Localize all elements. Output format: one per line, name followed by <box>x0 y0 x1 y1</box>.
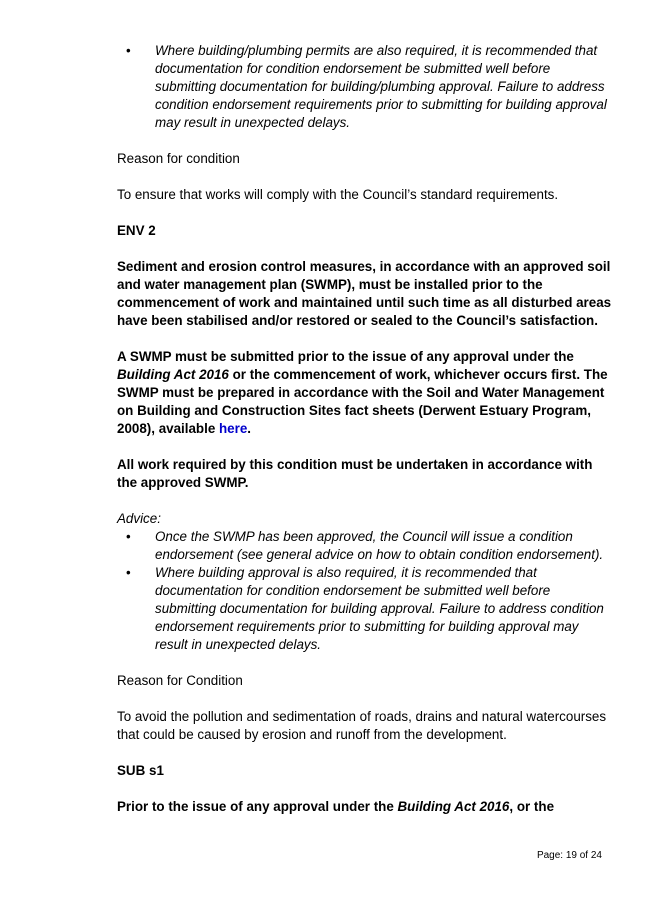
reason-heading: Reason for condition <box>117 151 240 166</box>
page-content <box>117 42 612 816</box>
advice-list <box>117 528 612 654</box>
reason-heading-env2: Reason for Condition <box>117 673 243 688</box>
reason-text: To ensure that works will comply with the Council’s standard requirements. <box>117 187 559 202</box>
condition-heading-subs1: SUB s1 <box>117 763 164 778</box>
subs1-paragraph: Prior to the issue of any approval under the Building Act 2016, or the <box>117 799 555 814</box>
reason-text-env2: To avoid the pollution and sedimentation of roads, drains and natural watercourses that could be caused by erosion and runoff from the development. <box>117 709 607 742</box>
list-item: • Once the SWMP has been approved, the Council will issue a condition endorsement (see general advice on how to obtain condition endorsement). <box>126 529 604 562</box>
advice-list-top <box>117 42 612 132</box>
env2-paragraph-2: A SWMP must be submitted prior to the issue of any approval under the Building Act 2016 or the commencement of work, whichever occurs first. The SWMP must be prepared in accordance with the Soil and Water Management on Building and Construction Sites fact sheets (Derwent Estuary Program, 2008), available here. <box>117 349 608 436</box>
env2-paragraph-1: Sediment and erosion control measures, in accordance with an approved soil and water management plan (SWMP), must be installed prior to the commencement of work and maintained until such time as all disturbed areas have been stabilised and/or restored or sealed to the Council’s satisfaction. <box>117 259 612 328</box>
page-number: Page: 19 of 24 <box>536 850 602 861</box>
list-item: • Where building approval is also required, it is recommended that documentation for condition endorsement be submitted well before submitting documentation for building approval. Failure to address condition endorsement requirements prior to submitting for building approval may result in unexpected delays. <box>126 565 604 652</box>
bullet-icon: • <box>126 43 131 58</box>
condition-heading-env2: ENV 2 <box>117 223 156 238</box>
bullet-icon: • <box>126 565 131 580</box>
list-item: • Where building/plumbing permits are also required, it is recommended that documentation for condition endorsement be submitted well before submitting documentation for building/plumbing approval. Failure to address condition endorsement requirements prior to submitting for building approval may result in unexpected delays. <box>126 43 607 130</box>
act-name: Building Act 2016 <box>397 799 510 814</box>
bullet-icon: • <box>126 529 131 544</box>
advice-label: Advice: <box>117 511 161 526</box>
env2-paragraph-3: All work required by this condition must be undertaken in accordance with the approved SWMP. <box>117 457 593 490</box>
here-link[interactable]: here <box>219 421 248 436</box>
act-name: Building Act 2016 <box>117 367 229 382</box>
